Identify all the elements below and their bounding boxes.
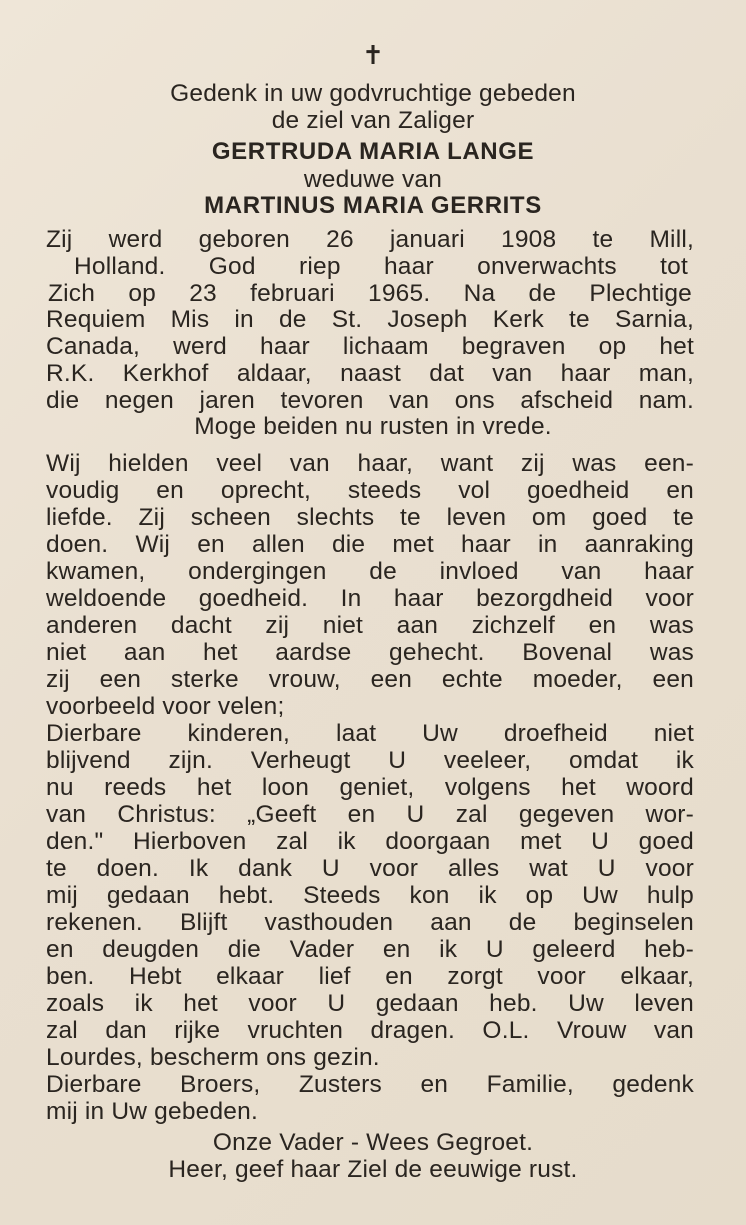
body-line: rekenen. Blijft vasthouden aan de beginselen [46, 909, 694, 936]
body-line: nu reeds het loon geniet, volgens het woord [46, 774, 694, 801]
closing-blessing: Heer, geef haar Ziel de eeuwige rust. [168, 1156, 578, 1183]
intro-line: de ziel van Zaliger [271, 107, 475, 134]
body-line: Wij hielden veel van haar, want zij was een- [46, 450, 694, 477]
body-line: voorbeeld voor velen; [46, 693, 285, 720]
body-line: ben. Hebt elkaar lief en zorgt voor elkaar, [46, 963, 694, 990]
body-line: te doen. Ik dank U voor alles wat U voor [46, 855, 694, 882]
body-line: liefde. Zij scheen slechts te leven om goed te [46, 504, 694, 531]
bio-line: Holland. God riep haar onverwachts tot [74, 253, 688, 280]
bio-line: Canada, werd haar lichaam begraven op het [46, 333, 694, 360]
body-line: anderen dacht zij niet aan zichzelf en was [46, 612, 694, 639]
body-line: zij een sterke vrouw, een echte moeder, een [46, 666, 694, 693]
body-line: Dierbare kinderen, laat Uw droefheid niet [46, 720, 694, 747]
bio-line: Zich op 23 februari 1965. Na de Plechtige [48, 280, 692, 307]
body-line: blijvend zijn. Verheugt U veeleer, omdat ik [46, 747, 694, 774]
body-line: en deugden die Vader en ik U geleerd heb- [46, 936, 694, 963]
bio-line: Requiem Mis in de St. Joseph Kerk te Sarnia, [46, 306, 694, 333]
bio-line: Zij werd geboren 26 januari 1908 te Mill, [46, 226, 694, 253]
cross-icon: ✝ [362, 40, 384, 70]
bio-line: die negen jaren tevoren van ons afscheid nam. [46, 387, 694, 414]
deceased-name: GERTRUDA MARIA LANGE [211, 138, 535, 165]
body-line: doen. Wij en allen die met haar in aanraking [46, 531, 694, 558]
bio-line: R.K. Kerkhof aldaar, naast dat van haar man, [46, 360, 694, 387]
body-line: kwamen, ondergingen de invloed van haar [46, 558, 694, 585]
widow-of-label: weduwe van [303, 166, 443, 193]
husband-name: MARTINUS MARIA GERRITS [204, 192, 542, 219]
body-line: van Christus: „Geeft en U zal gegeven wor- [46, 801, 694, 828]
body-line: mij in Uw gebeden. [46, 1098, 258, 1125]
body-line: zal dan rijke vruchten dragen. O.L. Vrouw van [46, 1017, 694, 1044]
body-line: voudig en oprecht, steeds vol goedheid en [46, 477, 694, 504]
body-line: mij gedaan hebt. Steeds kon ik op Uw hulp [46, 882, 694, 909]
body-line: Dierbare Broers, Zusters en Familie, gedenk [46, 1071, 694, 1098]
closing-prayer: Onze Vader - Wees Gegroet. [212, 1129, 534, 1156]
body-line: niet aan het aardse gehecht. Bovenal was [46, 639, 694, 666]
intro-line: Gedenk in uw godvruchtige gebeden [170, 80, 576, 107]
body-line: zoals ik het voor U gedaan heb. Uw leven [46, 990, 694, 1017]
bio-line: Moge beiden nu rusten in vrede. [194, 413, 552, 440]
body-line: Lourdes, bescherm ons gezin. [46, 1044, 380, 1071]
body-line: weldoende goedheid. In haar bezorgdheid voor [46, 585, 694, 612]
body-line: den." Hierboven zal ik doorgaan met U goed [46, 828, 694, 855]
